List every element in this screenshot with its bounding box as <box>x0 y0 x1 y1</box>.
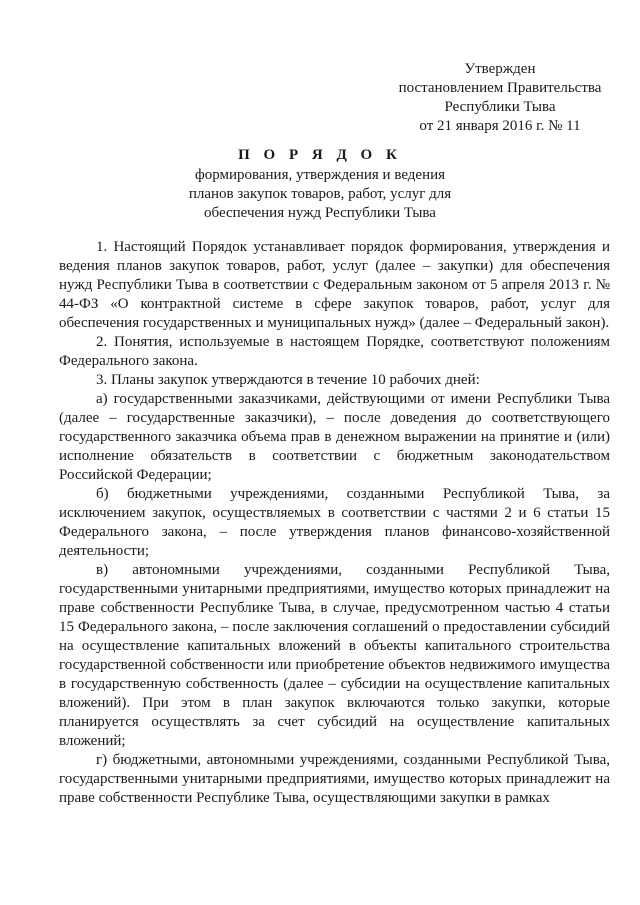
approval-line-1: Утвержден <box>464 61 536 77</box>
approval-stamp <box>380 60 620 136</box>
paragraph-3d: г) бюджетными, автономными учреждениями, созданными Республикой Тыва, государственными унитарными предприятиями, имущество которых принадлежит на праве собственности Республике Тыва, осуществляющими закупки в рамках <box>59 752 610 806</box>
title-line-1: формирования, утверждения и ведения <box>194 167 446 183</box>
paragraph-1: 1. Настоящий Порядок устанавливает порядок формирования, утверждения и ведения планов закупок товаров, работ, услуг (далее – закупки) для обеспечения нужд Республики Тыва в соответствии с Федеральным законом от 5 апреля 2013 г. № 44-ФЗ «О контрактной системе в сфере закупок товаров, работ, услуг для обеспечения государственных и муниципальных нужд» (далее – Федеральный закон). <box>59 239 610 331</box>
document-title <box>0 146 640 223</box>
title-line-3: обеспечения нужд Республики Тыва <box>204 205 436 221</box>
approval-line-3: Республики Тыва <box>444 99 556 115</box>
paragraph-3a: а) государственными заказчиками, действующими от имени Республики Тыва (далее – государственные заказчики), – после доведения до соответствующего государственного заказчика объема прав в денежном выражении на принятие и (или) исполнение обязательств в соответствии с бюджетным законодательством Российской Федерации; <box>59 391 610 483</box>
approval-line-2: постановлением Правительства <box>398 80 602 96</box>
title-heading: П О Р Я Д О К <box>238 147 402 163</box>
approval-line-4: от 21 января 2016 г. № 11 <box>419 118 581 134</box>
document-body <box>59 238 610 808</box>
paragraph-2: 2. Понятия, используемые в настоящем Порядке, соответствуют положениям Федерального закона. <box>59 334 610 369</box>
paragraph-3: 3. Планы закупок утверждаются в течение 10 рабочих дней: <box>96 372 480 388</box>
title-line-2: планов закупок товаров, работ, услуг для <box>188 186 452 202</box>
paragraph-3b: б) бюджетными учреждениями, созданными Республикой Тыва, за исключением закупок, осуществляемых в соответствии с частями 2 и 6 статьи 15 Федерального закона, – после утверждения планов финансово-хозяйственной деятельности; <box>59 486 610 559</box>
paragraph-3c: в) автономными учреждениями, созданными Республикой Тыва, государственными унитарными предприятиями, имущество которых принадлежит на праве собственности Республике Тыва, в случае, предусмотренном частью 4 статьи 15 Федерального закона, – после заключения соглашений о предоставлении субсидий на осуществление капитальных вложений в объекты капитального строительства государственной собственности или приобретение объектов недвижимого имущества в государственную собственность (далее – субсидии на осуществление капитальных вложений). При этом в план закупок включаются только закупки, которые планируется осуществлять за счет субсидий на осуществление капитальных вложений; <box>59 562 610 749</box>
